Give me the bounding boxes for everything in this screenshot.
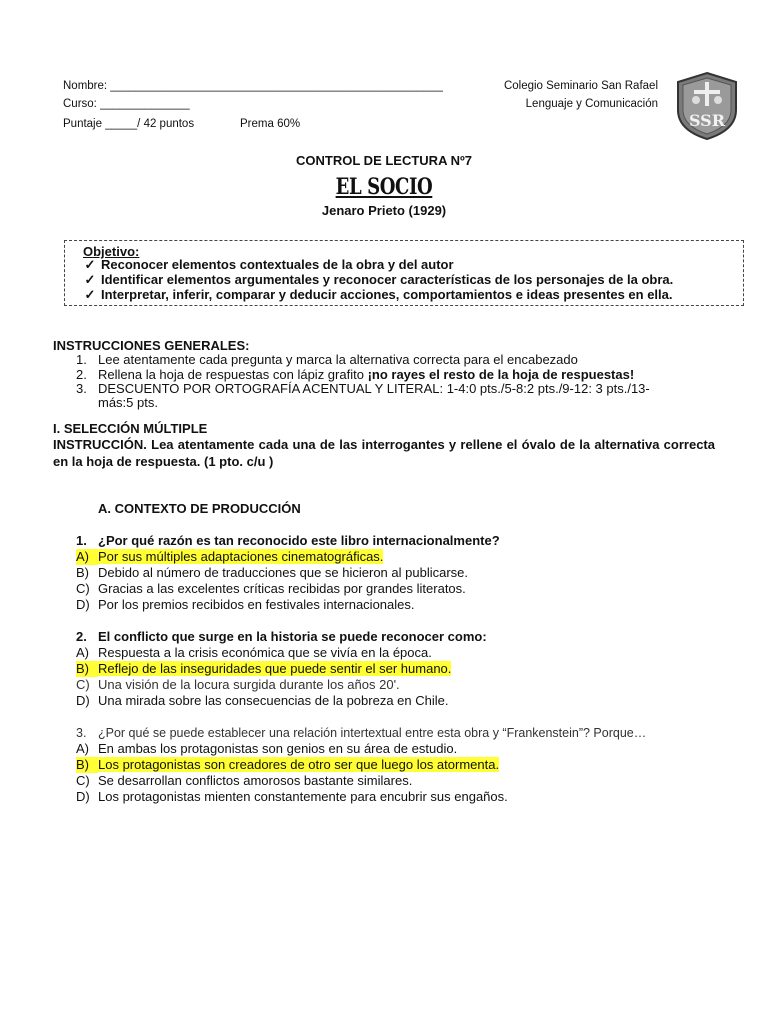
section-subheading: A. CONTEXTO DE PRODUCCIÓN [98, 501, 301, 516]
option-1c[interactable]: C) Gracias a las excelentes críticas recibidas por grandes literatos. [76, 581, 466, 596]
option-3d[interactable]: D) Los protagonistas mienten constantemente para encubrir sus engaños. [76, 789, 508, 804]
book-title-wrap [0, 174, 768, 200]
option-2c[interactable]: C) Una visión de la locura surgida durante los años 20'. [76, 677, 400, 692]
option-3c[interactable]: C) Se desarrollan conflictos amorosos bastante similares. [76, 773, 413, 788]
option-2b[interactable]: B) Reflejo de las inseguridades que puede sentir el ser humano. [76, 661, 452, 676]
book-title: EL SOCIO [335, 174, 433, 200]
objectives-label: Objetivo: [83, 244, 140, 259]
question-2: 2. El conflicto que surge en la historia se puede reconocer como: [76, 629, 487, 644]
control-title: CONTROL DE LECTURA Nº7 [296, 153, 472, 168]
question-1: 1. ¿Por qué razón es tan reconocido este libro internacionalmente? [76, 533, 500, 548]
checkmark-icon: ✓ [84, 272, 96, 287]
option-1d[interactable]: D) Por los premios recibidos en festivales internacionales. [76, 597, 415, 612]
objective-item: ✓ Identificar elementos argumentales y reconocer características de los personajes de la obra. [79, 272, 673, 288]
instructions-heading: INSTRUCCIONES GENERALES: [53, 338, 250, 353]
option-2d[interactable]: D) Una mirada sobre las consecuencias de la pobreza en Chile. [76, 693, 449, 708]
subject-name: Lenguaje y Comunicación [525, 98, 658, 110]
objective-item: ✓ Reconocer elementos contextuales de la obra y del autor [79, 257, 454, 273]
question-3: 3. ¿Por qué se puede establecer una relación intertextual entre esta obra y “Frankenstein”? Porque… [76, 726, 647, 740]
option-2a[interactable]: A) Respuesta a la crisis económica que se vivía en la época. [76, 645, 432, 660]
option-3b[interactable]: B) Los protagonistas son creadores de otro ser que luego los atormenta. [76, 757, 500, 772]
course-field-label: Curso: ______________ [63, 98, 190, 110]
option-1b[interactable]: B) Debido al número de traducciones que se hicieron al publicarse. [76, 565, 468, 580]
score-field-label: Puntaje _____/ 42 puntos [63, 118, 195, 130]
section-instruction: INSTRUCCIÓN. Lea atentamente cada una de las interrogantes y rellene el óvalo de la alternativa correcta en la hoja de respuesta. (1 pto. c/u ) [53, 437, 715, 469]
option-3a[interactable]: A) En ambas los protagonistas son genios en su área de estudio. [76, 741, 458, 756]
name-field-label: Nombre: ____________________________________________________ [63, 80, 443, 92]
prema-label: Prema 60% [240, 118, 301, 130]
svg-text:SSR: SSR [688, 111, 726, 130]
school-name: Colegio Seminario San Rafael [503, 80, 658, 92]
objectives-box [64, 240, 744, 306]
instruction-item: 1. Lee atentamente cada pregunta y marca la alternativa correcta para el encabezado [76, 352, 578, 367]
option-1a[interactable]: A) Por sus múltiples adaptaciones cinematográficas. [76, 549, 384, 564]
instruction-item: 3. DESCUENTO POR ORTOGRAFÍA ACENTUAL Y LITERAL: 1-4:0 pts./5-8:2 pts./9-12: 3 pts./13- [76, 381, 650, 396]
school-logo [672, 70, 742, 142]
instruction-item-continued: más:5 pts. [98, 395, 158, 410]
book-author: Jenaro Prieto (1929) [321, 203, 447, 218]
objective-item: ✓ Interpretar, inferir, comparar y deducir acciones, comportamientos e ideas presentes en ella. [79, 287, 673, 303]
checkmark-icon: ✓ [84, 257, 96, 272]
instruction-item: 2. Rellena la hoja de respuestas con lápiz grafito ¡no rayes el resto de la hoja de respuestas! [76, 367, 635, 382]
section-heading: I. SELECCIÓN MÚLTIPLE [53, 421, 208, 436]
checkmark-icon: ✓ [84, 287, 96, 302]
